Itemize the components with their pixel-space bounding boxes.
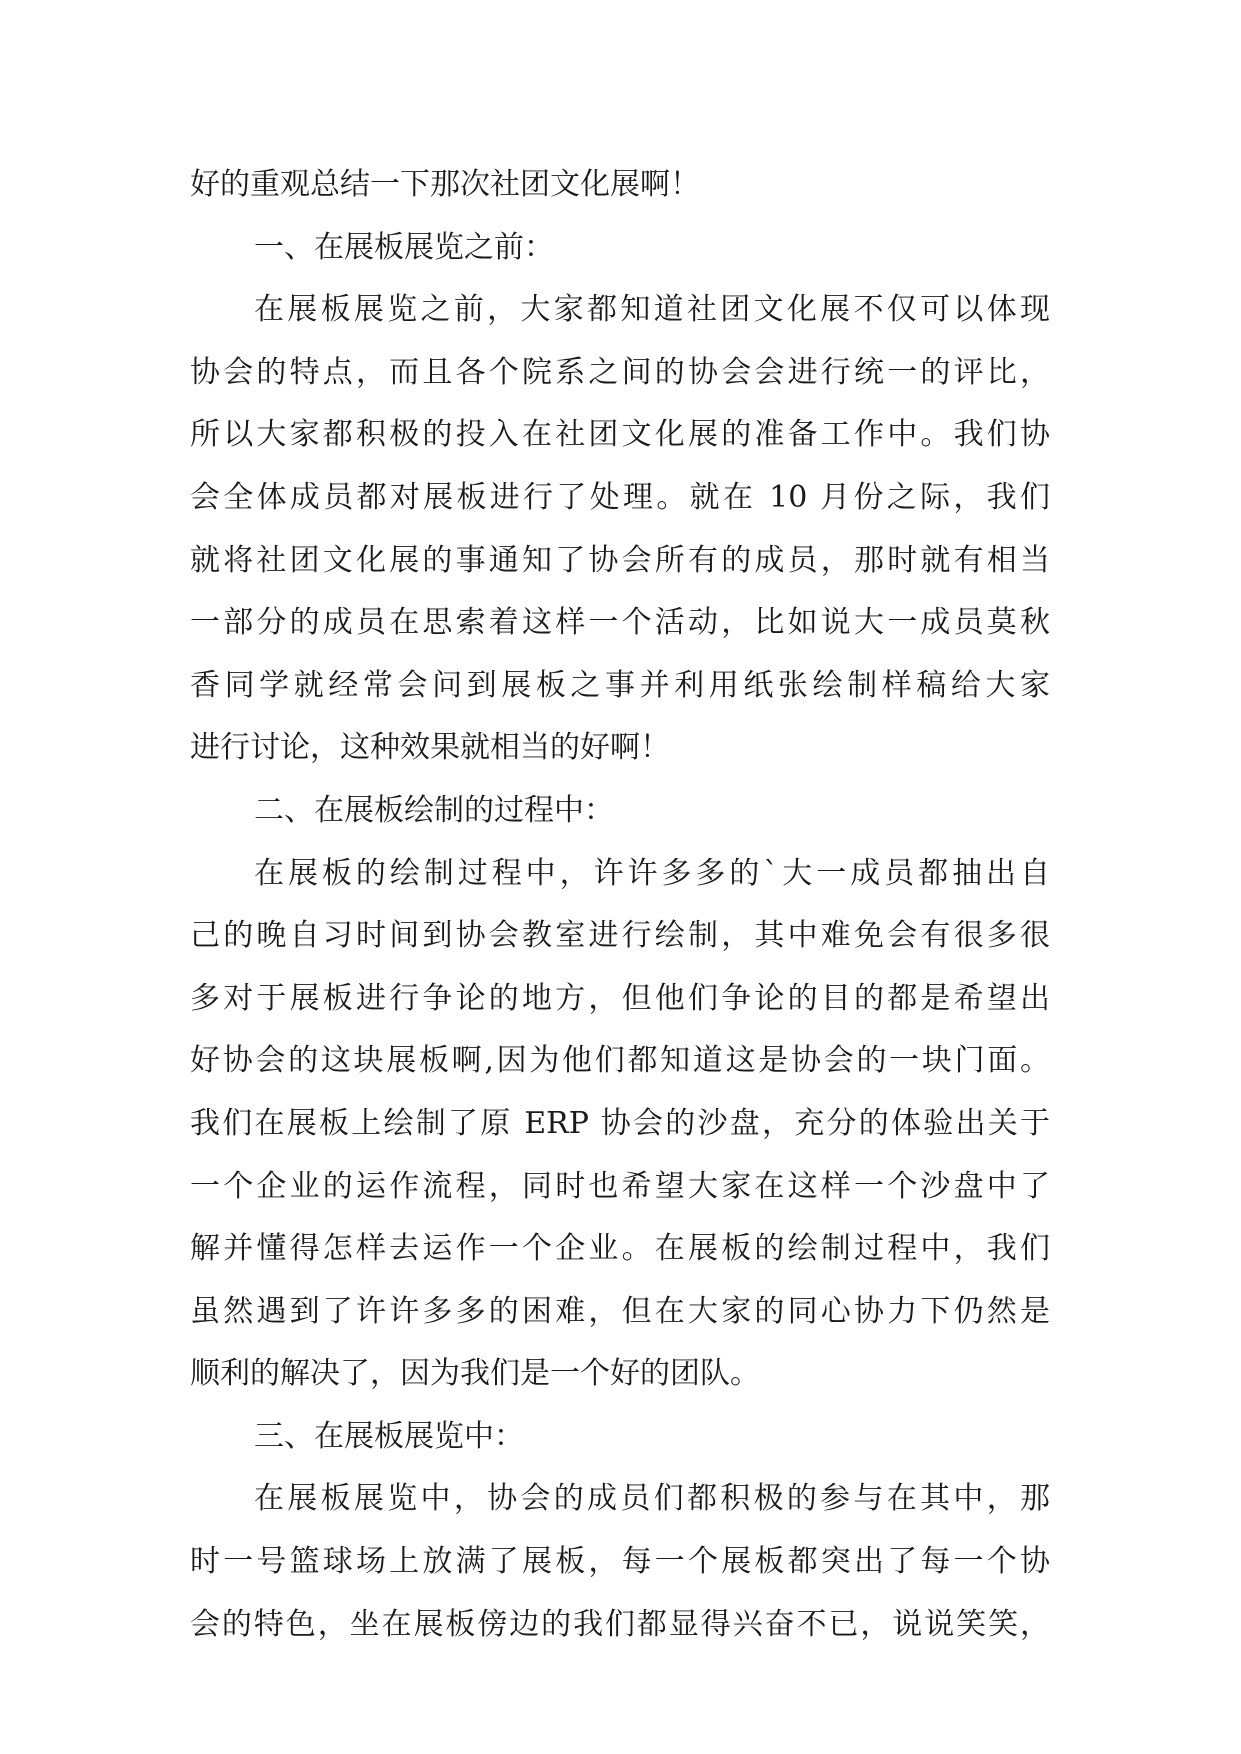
text-line: 虽然遇到了许许多多的困难，但在大家的同心协力下仍然是 [190, 1293, 1050, 1329]
text-line: 香同学就经常会问到展板之事并利用纸张绘制样稿给大家 [190, 667, 1050, 703]
text-line: 一、在展板展览之前： [254, 229, 554, 265]
text-line: 在展板的绘制过程中，许许多多的`大一成员都抽出自 [254, 855, 1050, 891]
text-line: 协会的特点，而且各个院系之间的协会会进行统一的评比， [190, 354, 1050, 390]
text-line: 会的特色，坐在展板傍边的我们都显得兴奋不已，说说笑笑， [190, 1606, 1050, 1642]
text-line: 二、在展板绘制的过程中： [254, 792, 614, 828]
text-line: 在展板展览之前，大家都知道社团文化展不仅可以体现 [254, 292, 1050, 328]
text-line: 一部分的成员在思索着这样一个活动，比如说大一成员莫秋 [190, 605, 1050, 641]
text-line: 好的重观总结一下那次社团文化展啊！ [190, 167, 700, 202]
text-line: 一个企业的运作流程，同时也希望大家在这样一个沙盘中了 [190, 1168, 1050, 1204]
text-line: 就将社团文化展的事通知了协会所有的成员，那时就有相当 [190, 542, 1050, 578]
text-line: 顺利的解决了，因为我们是一个好的团队。 [190, 1356, 760, 1392]
text-line: 在展板展览中，协会的成员们都积极的参与在其中，那 [254, 1481, 1050, 1517]
text-line: 解并懂得怎样去运作一个企业。在展板的绘制过程中，我们 [190, 1231, 1050, 1267]
text-line: 己的晚自习时间到协会教室进行绘制，其中难免会有很多很 [190, 918, 1050, 954]
text-line: 会全体成员都对展板进行了处理。就在 10 月份之际，我们 [190, 479, 1050, 515]
text-line: 进行讨论，这种效果就相当的好啊！ [190, 730, 670, 766]
text-line: 时一号篮球场上放满了展板，每一个展板都突出了每一个协 [190, 1544, 1050, 1580]
text-line: 我们在展板上绘制了原 ERP 协会的沙盘，充分的体验出关于 [190, 1105, 1050, 1141]
text-line: 好协会的这块展板啊,因为他们都知道这是协会的一块门面。 [190, 1043, 1050, 1079]
text-line: 三、在展板展览中： [254, 1418, 524, 1454]
text-line: 多对于展板进行争论的地方，但他们争论的目的都是希望出 [190, 980, 1050, 1016]
text-line: 所以大家都积极的投入在社团文化展的准备工作中。我们协 [190, 417, 1050, 453]
document-body [190, 154, 1050, 1656]
